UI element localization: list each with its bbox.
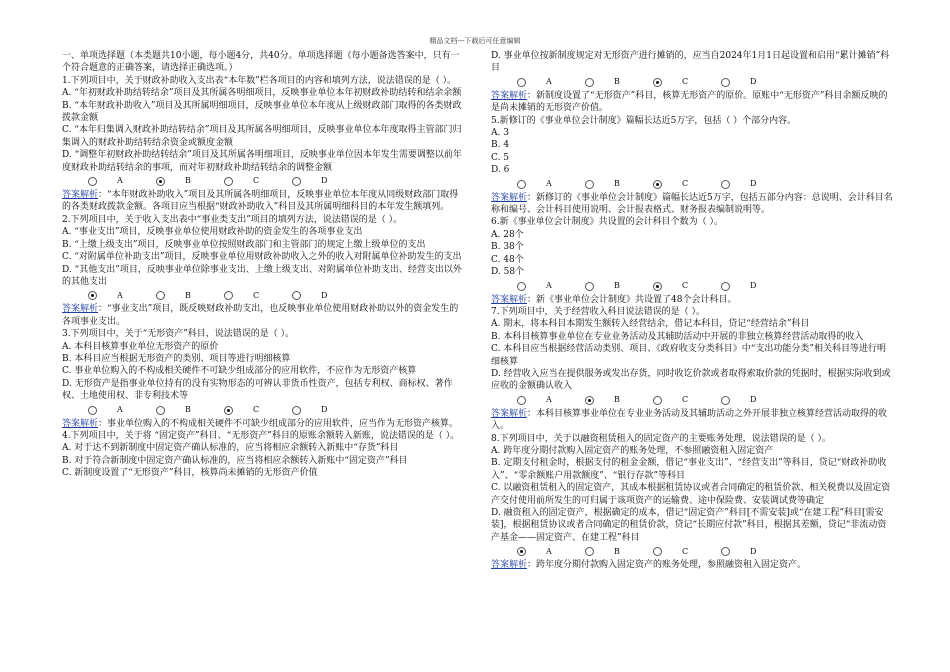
radio-button-icon[interactable]	[292, 406, 301, 415]
q2-explanation	[62, 303, 462, 328]
page-header: 精品文档---下载后可任意编辑	[429, 37, 521, 45]
question-4: 4.下列项目中，关于将 “固定资产”科目、“无形资产”科目的原账余额转入新账，说法错误的是（ ）。	[62, 430, 460, 441]
question-7: 7.下列项目中，关于经营收入科目说法错误的是（ ）。	[491, 306, 705, 317]
answer-row	[62, 289, 462, 302]
radio-button-icon[interactable]	[721, 180, 730, 189]
radio-button-icon[interactable]	[156, 291, 165, 300]
q4-option-a: A. 对于达不到新制度中固定资产确认标准的，应当将相应余额转入新账中“存货”科目	[62, 443, 399, 454]
radio-button-icon[interactable]	[517, 396, 526, 405]
answer-choice-label: B	[614, 546, 620, 556]
answer-choice-d[interactable]	[721, 546, 789, 558]
answer-choice-label: D	[321, 290, 328, 300]
q2-option-b: B. “上缴上级支出”项目，反映事业单位按照财政部门和主管部门的规定上缴上级单位的支出	[62, 239, 426, 250]
answer-choice-a[interactable]	[88, 290, 156, 302]
q3-option-d: D. 无形资产是指事业单位持有的没有实物形态的可辨认非货币性资产，包括专利权、商标权、著作权、土地使用权、非专利技术等	[62, 378, 453, 402]
answer-choice-c[interactable]	[653, 280, 721, 292]
radio-button-icon[interactable]	[585, 78, 594, 87]
radio-button-icon[interactable]	[653, 547, 662, 556]
q1-option-c: C. “本年归集调入财政补助结转结余”项目及其所属各明细项目，反映事业单位本年度取得主管部门归集调入的财政补助结转结余资金或额度金额	[62, 125, 462, 148]
answer-choice-d[interactable]	[721, 394, 789, 406]
answer-choice-b[interactable]	[585, 76, 653, 88]
q5-option-c: C. 5	[491, 152, 510, 163]
radio-button-icon[interactable]	[653, 180, 662, 189]
explanation-colon: ：	[527, 408, 537, 419]
radio-button-icon[interactable]	[517, 282, 526, 291]
explanation-colon: ：	[527, 90, 537, 101]
answer-choice-label: C	[682, 77, 689, 87]
answer-choice-b[interactable]	[156, 290, 224, 302]
explanation-label: 答案解析	[62, 304, 99, 315]
answer-choice-d[interactable]	[292, 175, 360, 187]
answer-choice-d[interactable]	[721, 280, 789, 292]
answer-choice-b[interactable]	[585, 280, 653, 292]
radio-button-icon[interactable]	[721, 78, 730, 87]
explanation-text: 跨年度分期付款购入固定资产的账务处理，参照融资租入固定资产。	[536, 560, 807, 571]
answer-row	[62, 175, 462, 188]
radio-button-icon[interactable]	[653, 396, 662, 405]
radio-button-icon[interactable]	[653, 282, 662, 291]
q7-explanation	[491, 408, 894, 433]
q7-option-d: D. 经营收入应当在提供服务或发出存货，同时收讫价款或者取得索取价款的凭据时，根据实际收到或应收的金额确认收入	[491, 368, 891, 392]
q1-option-a: A. “年初财政补助结转结余”项目及其所属各明细项目，反映事业单位本年初财政补助结转和结余余额	[62, 88, 462, 99]
q2-option-a: A. “事业支出”项目，反映事业单位使用财政补助的资金发生的各项事业支出	[62, 227, 363, 238]
explanation-text: “事业支出”项目，既反映财政补助支出，也反映事业单位使用财政补助以外的资金发生的各项事业支出。	[62, 304, 459, 327]
answer-choice-label: B	[614, 178, 620, 188]
radio-button-icon[interactable]	[156, 177, 165, 186]
explanation-label: 答案解析	[491, 560, 528, 571]
answer-choice-c[interactable]	[653, 76, 721, 88]
radio-button-icon[interactable]	[517, 547, 526, 556]
answer-choice-label: C	[682, 546, 689, 556]
answer-choice-label: C	[253, 290, 260, 300]
section-intro: 一、单项选择题（本类题共10小题，每小题4分，共40分。单项选择题（每小题备选答案中，只有一个符合题意的正确答案，请选择正确选项。）	[62, 51, 460, 74]
radio-button-icon[interactable]	[517, 78, 526, 87]
answer-choice-d[interactable]	[292, 404, 360, 416]
answer-choice-label: C	[682, 280, 689, 290]
answer-row	[491, 394, 894, 407]
answer-choice-label: A	[546, 178, 552, 188]
explanation-label: 答案解析	[62, 190, 99, 201]
radio-button-icon[interactable]	[721, 396, 730, 405]
radio-button-icon[interactable]	[224, 177, 233, 186]
radio-button-icon[interactable]	[653, 78, 662, 87]
question-5: 5.新修订的《事业单位会计制度》篇幅长达近5万字，包括（ ）个部分内容。	[491, 115, 797, 126]
answer-choice-label: A	[546, 280, 552, 290]
question-3: 3.下列项目中，关于“无形资产”科目，说法错误的是（ ）。	[62, 329, 295, 340]
q6-option-d: D. 58个	[491, 267, 525, 278]
answer-choice-c[interactable]	[224, 290, 292, 302]
answer-choice-a[interactable]	[88, 175, 156, 187]
q1-option-b: B. “本年财政补助收入”项目及其所属明细项目，反映事业单位本年度从上级财政部门取得的各类财政拨款金额	[62, 100, 462, 124]
q2-option-c: C. “对附属单位补助支出”项目，反映事业单位用财政补助收入之外的收入对附属单位补助发生的支出	[62, 252, 462, 263]
radio-button-icon[interactable]	[517, 180, 526, 189]
q6-option-c: C. 48个	[491, 254, 524, 265]
answer-choice-label: A	[117, 404, 123, 414]
explanation-label: 答案解析	[62, 418, 99, 429]
explanation-text: 新修订的《事业单位会计制度》篇幅长达近5万字，包括五部分内容：总说明、会计科目名称和编号、会计科目使用说明、会计报表格式、财务报表编制说明等。	[491, 192, 893, 216]
radio-button-icon[interactable]	[156, 406, 165, 415]
question-1: 1.下列项目中，关于财政补助收入支出表“本年数”栏各项目的内容和填列方法，说法错误的是（ ）。	[62, 75, 457, 86]
answer-choice-c[interactable]	[653, 178, 721, 190]
answer-choice-a[interactable]	[88, 404, 156, 416]
answer-row	[62, 404, 462, 417]
radio-button-icon[interactable]	[721, 547, 730, 556]
explanation-label: 答案解析	[491, 90, 528, 101]
q6-explanation	[491, 294, 894, 306]
q1-option-d: D. “调整年初财政补助结转结余”项目及其所属各明细项目，反映事业单位因本年发生需要调整以前年度财政补助结转结余的事项，而对年初财政补助结转结余的调整金额	[62, 150, 462, 173]
answer-choice-label: B	[614, 77, 620, 87]
answer-choice-label: A	[546, 546, 552, 556]
answer-row	[491, 178, 894, 191]
answer-choice-label: A	[117, 176, 123, 186]
answer-choice-label: D	[321, 404, 328, 414]
explanation-colon: ：	[527, 560, 537, 571]
q4-option-d: D. 事业单位按新制度规定对无形资产进行摊销的，应当自2024年1月1日起设置和启用“累计摊销”科目	[491, 51, 890, 74]
answer-choice-d[interactable]	[721, 178, 789, 190]
explanation-colon: ：	[527, 294, 537, 305]
q3-option-a: A. 本科目核算事业单位无形资产的原价	[62, 341, 219, 352]
question-8: 8.下列项目中，关于以融资租赁租入的固定资产的主要账务处理，说法错误的是（ ）。	[491, 433, 831, 444]
answer-choice-label: C	[253, 176, 260, 186]
answer-choice-a[interactable]	[517, 546, 585, 558]
answer-choice-c[interactable]	[224, 404, 292, 416]
answer-choice-label: C	[682, 395, 689, 405]
explanation-colon: ：	[98, 190, 108, 201]
answer-choice-label: D	[321, 176, 328, 186]
answer-choice-d[interactable]	[721, 76, 789, 88]
q4-option-c: C. 新制度设置了“无形资产”科目，核算尚未摊销的无形资产价值	[62, 468, 318, 479]
q8-option-b: B. 定期支付租金时，根据支付的租金金额，借记“事业支出”、“经营支出”等科目，贷记“财政补助收入”、“零余额账户用款额度”、“银行存款”等科目	[491, 458, 887, 481]
answer-choice-a[interactable]	[517, 178, 585, 190]
radio-button-icon[interactable]	[292, 177, 301, 186]
explanation-colon: ：	[527, 192, 537, 203]
right-column	[491, 50, 894, 572]
answer-choice-label: B	[185, 176, 191, 186]
explanation-text: 新《事业单位会计制度》共设置了48个会计科目。	[536, 294, 737, 305]
answer-choice-label: A	[117, 290, 123, 300]
radio-button-icon[interactable]	[224, 406, 233, 415]
answer-choice-label: D	[750, 280, 757, 290]
answer-choice-a[interactable]	[517, 394, 585, 406]
question-6: 6.新《事业单位会计制度》共设置的会计科目个数为（ ）。	[491, 217, 723, 228]
answer-choice-label: D	[750, 178, 757, 188]
answer-choice-d[interactable]	[292, 290, 360, 302]
radio-button-icon[interactable]	[224, 291, 233, 300]
answer-choice-b[interactable]	[585, 178, 653, 190]
answer-choice-c[interactable]	[653, 546, 721, 558]
answer-choice-label: C	[682, 178, 689, 188]
radio-button-icon[interactable]	[585, 547, 594, 556]
explanation-colon: ：	[98, 304, 108, 315]
answer-choice-a[interactable]	[517, 280, 585, 292]
answer-choice-label: D	[750, 77, 757, 87]
explanation-label: 答案解析	[491, 294, 528, 305]
answer-choice-label: B	[185, 404, 191, 414]
explanation-label: 答案解析	[491, 192, 528, 203]
explanation-text: “本年财政补助收入”项目及其所属各明细项目，反映事业单位本年度从同级财政部门取得的各类财政拨款金额。各项目应当根据“财政补助收入”科目及其所属明细科目的本年发生额填列。	[62, 190, 459, 213]
radio-button-icon[interactable]	[585, 282, 594, 291]
radio-button-icon[interactable]	[585, 396, 594, 405]
answer-choice-b[interactable]	[585, 546, 653, 558]
q3-option-b: B. 本科目应当根据无形资产的类别、项目等进行明细核算	[62, 353, 291, 364]
q5-option-b: B. 4	[491, 140, 510, 151]
answer-choice-a[interactable]	[517, 76, 585, 88]
radio-button-icon[interactable]	[88, 406, 97, 415]
answer-choice-c[interactable]	[224, 175, 292, 187]
answer-row	[491, 280, 894, 293]
explanation-colon: ：	[98, 418, 108, 429]
radio-button-icon[interactable]	[292, 291, 301, 300]
explanation-text: 新制度设置了“无形资产”科目，核算无形资产的原价。原账中“无形资产”科目余额反映的是尚未摊销的无形资产价值。	[491, 90, 888, 114]
q7-option-b: B. 本科目核算事业单位在专业业务活动及其辅助活动中开展的非独立核算经营活动取得的收入	[491, 331, 864, 342]
answer-choice-c[interactable]	[653, 394, 721, 406]
q4-explanation	[491, 90, 894, 115]
answer-choice-label: A	[546, 395, 552, 405]
answer-row	[491, 545, 894, 558]
q7-option-c: C. 本科目应当根据经营活动类别、项目、《政府收支分类科目》中“支出功能分类”相关科目等进行明细核算	[491, 344, 886, 367]
answer-choice-label: C	[253, 404, 260, 414]
q1-explanation	[62, 189, 462, 214]
q5-option-d: D. 6	[491, 165, 510, 176]
answer-choice-label: D	[750, 395, 757, 405]
answer-choice-label: B	[614, 280, 620, 290]
explanation-text: 事业单位购入的不构成相关硬件不可缺少组成部分的应用软件，应当作为无形资产核算。	[107, 418, 459, 429]
q8-explanation	[491, 559, 894, 571]
answer-choice-b[interactable]	[156, 404, 224, 416]
q6-option-a: A. 28个	[491, 229, 524, 240]
q4-option-b: B. 对于符合新制度中固定资产确认标准的，应当将相应余额转入新账中“固定资产”科目	[62, 455, 408, 466]
explanation-label: 答案解析	[491, 408, 528, 419]
q3-option-c: C. 事业单位购入的不构成相关硬件不可缺少组成部分的应用软件，不应作为无形资产核算	[62, 366, 417, 377]
q7-option-a: A. 期末，将本科目本期发生额转入经营结余，借记本科目，贷记“经营结余”科目	[491, 319, 810, 330]
q5-option-a: A. 3	[491, 128, 509, 139]
radio-button-icon[interactable]	[88, 291, 97, 300]
radio-button-icon[interactable]	[88, 177, 97, 186]
q5-explanation	[491, 192, 894, 217]
radio-button-icon[interactable]	[585, 180, 594, 189]
answer-choice-label: A	[546, 77, 552, 87]
q2-option-d: D. “其他支出”项目，反映事业单位除事业支出、上缴上级支出、对附属单位补助支出、经营支出以外的其他支出	[62, 264, 462, 287]
left-column	[62, 50, 462, 480]
q8-option-d: D. 融资租入的固定资产，根据确定的成本，借记“固定资产”科目[不需安装]或“在建工程”科目[需安装]，根据租赁协议或者合同确定的租赁价款，贷记“长期应付款”科目，根据其差额，贷记“非流动资产基金——固定资产、在建工程”科目	[491, 508, 887, 543]
question-2: 2.下列项目中，关于收入支出表中“事业类支出”项目的填列方法，说法错误的是（ ）。	[62, 214, 403, 225]
answer-choice-b[interactable]	[585, 394, 653, 406]
answer-choice-label: D	[750, 546, 757, 556]
explanation-text: 本科目核算事业单位在专业业务活动及其辅助活动之外开展非独立核算经营活动取得的收入。	[491, 408, 888, 432]
answer-choice-label: B	[185, 290, 191, 300]
answer-choice-b[interactable]	[156, 175, 224, 187]
answer-choice-label: B	[614, 395, 620, 405]
radio-button-icon[interactable]	[721, 282, 730, 291]
q8-option-c: C. 以融资租赁租入的固定资产，其成本根据租赁协议或者合同确定的租赁价款、相关税费以及固定资产交付使用前所发生的可归属于该项资产的运输费、途中保险费、安装调试费等确定	[491, 483, 891, 506]
q6-option-b: B. 38个	[491, 242, 524, 253]
q3-explanation	[62, 418, 462, 430]
answer-row	[491, 76, 894, 89]
q8-option-a: A. 跨年度分期付款购入固定资产的账务处理，不参照融资租入固定资产	[491, 445, 774, 456]
